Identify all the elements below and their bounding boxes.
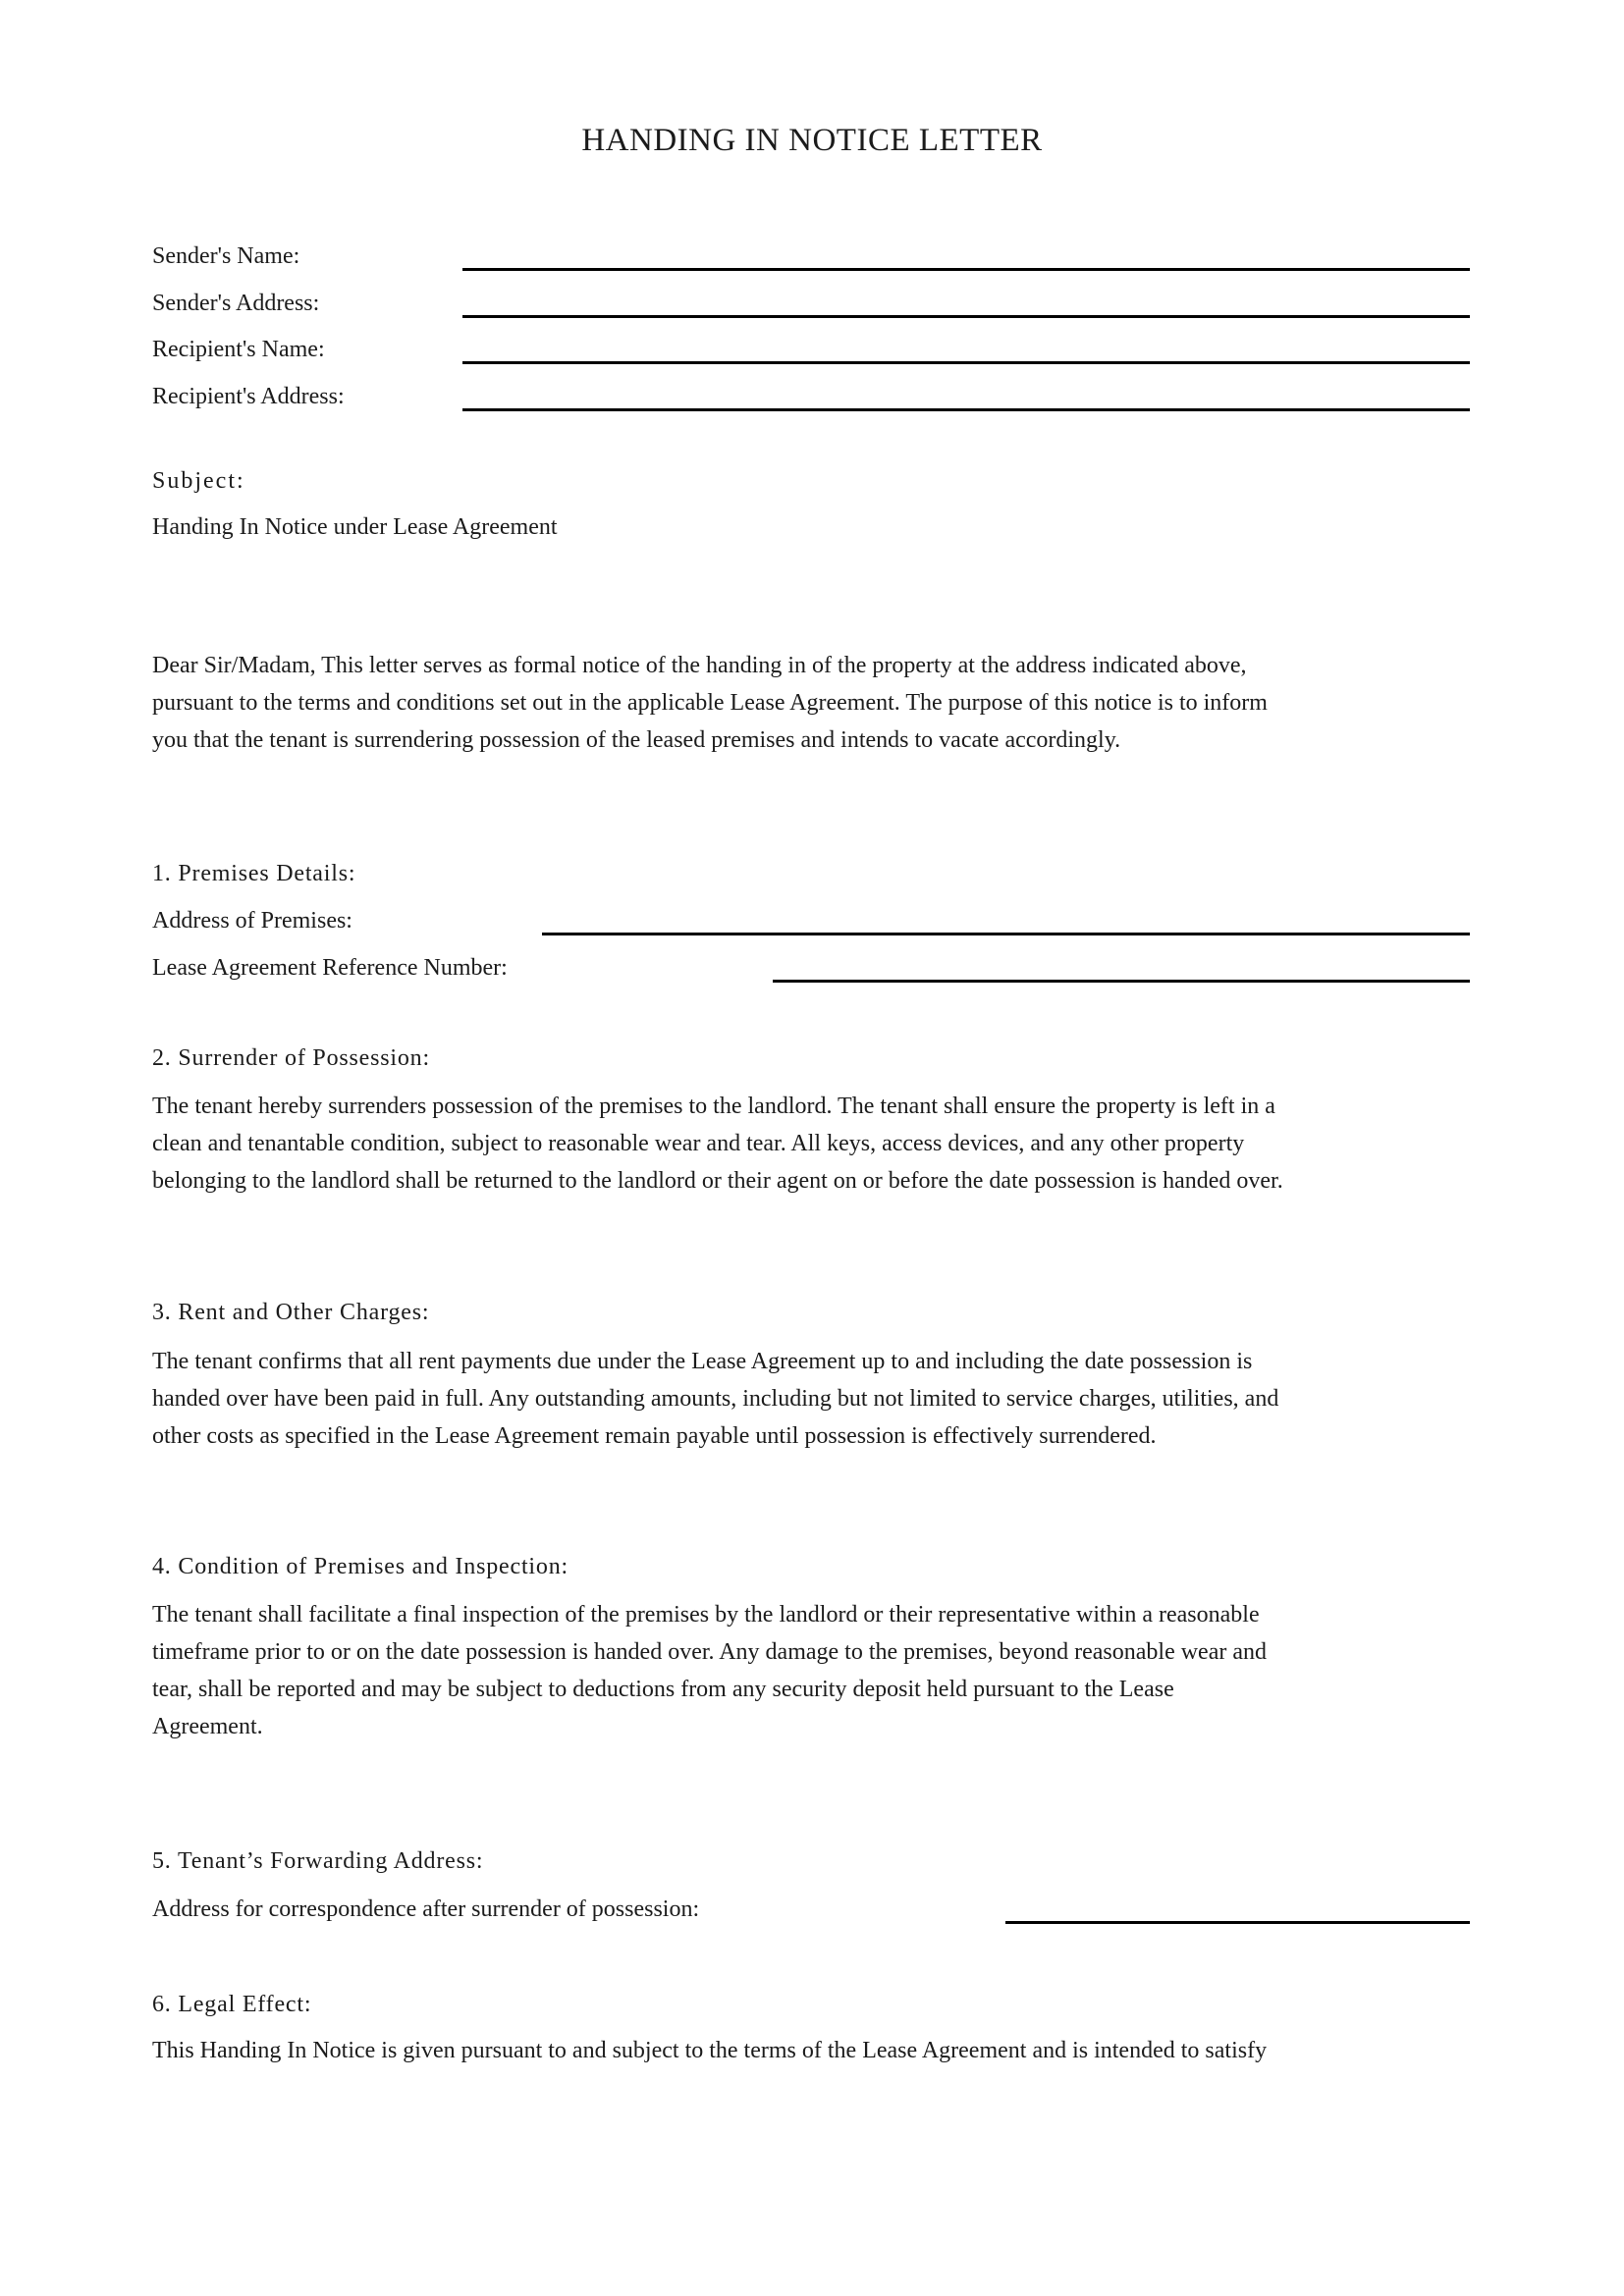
subject-value: Handing In Notice under Lease Agreement (152, 514, 558, 540)
section-1-heading: 1. Premises Details: (152, 861, 356, 886)
intro-paragraph (152, 647, 1268, 759)
text-line: you that the tenant is surrendering possession of the leased premises and intends to vacate accordingly. (152, 727, 1121, 753)
document-title: HANDING IN NOTICE LETTER (581, 123, 1043, 158)
section-6-paragraph (152, 2032, 1267, 2069)
section-2-heading: 2. Surrender of Possession: (152, 1045, 430, 1071)
premises-address-input-line[interactable] (542, 933, 1470, 935)
field-row-recipient-name (152, 319, 1470, 364)
field-row-lease-reference (152, 937, 1470, 983)
sender-address-input-line[interactable] (462, 315, 1470, 318)
field-row-sender-address (152, 273, 1470, 318)
subject-block (152, 458, 558, 551)
text-line: handed over have been paid in full. Any outstanding amounts, including but not limited to service charges, utilities, and (152, 1386, 1279, 1412)
forwarding-address-label: Address for correspondence after surrender of possession: (152, 1896, 700, 1922)
text-line: The tenant shall facilitate a final inspection of the premises by the landlord or their representative within a reasonable (152, 1602, 1260, 1628)
field-row-premises-address (152, 890, 1470, 935)
text-line: other costs as specified in the Lease Agreement remain payable until possession is effectively surrendered. (152, 1423, 1157, 1449)
section-6-heading: 6. Legal Effect: (152, 1992, 312, 2017)
text-line: tear, shall be reported and may be subject to deductions from any security deposit held pursuant to the Lease (152, 1677, 1174, 1702)
recipient-name-label: Recipient's Name: (152, 337, 325, 362)
section-3-heading: 3. Rent and Other Charges: (152, 1300, 430, 1325)
sender-address-label: Sender's Address: (152, 291, 320, 316)
sender-name-input-line[interactable] (462, 268, 1470, 271)
text-line: clean and tenantable condition, subject to reasonable wear and tear. All keys, access devices, and any other property (152, 1131, 1245, 1156)
text-line: The tenant confirms that all rent payments due under the Lease Agreement up to and including the date possession is (152, 1349, 1253, 1374)
lease-reference-input-line[interactable] (773, 980, 1470, 983)
field-row-sender-name (152, 226, 1470, 271)
text-line: belonging to the landlord shall be returned to the landlord or their agent on or before the date possession is handed over. (152, 1168, 1283, 1194)
field-row-forwarding-address (152, 1879, 1470, 1924)
text-line: timeframe prior to or on the date possession is handed over. Any damage to the premises, beyond reasonable wear and (152, 1639, 1268, 1665)
text-line: Dear Sir/Madam, This letter serves as formal notice of the handing in of the property at the address indicated above, (152, 653, 1247, 678)
premises-address-label: Address of Premises: (152, 908, 352, 934)
lease-reference-label: Lease Agreement Reference Number: (152, 955, 508, 981)
subject-label: Subject: (152, 468, 245, 494)
section-4-paragraph (152, 1596, 1267, 1745)
section-5-heading: 5. Tenant’s Forwarding Address: (152, 1848, 484, 1874)
recipient-name-input-line[interactable] (462, 361, 1470, 364)
text-line: The tenant hereby surrenders possession of the premises to the landlord. The tenant shall ensure the property is left in a (152, 1094, 1275, 1119)
section-2-paragraph (152, 1088, 1283, 1200)
forwarding-address-input-line[interactable] (1005, 1921, 1470, 1924)
sender-name-label: Sender's Name: (152, 243, 300, 269)
recipient-address-input-line[interactable] (462, 408, 1470, 411)
section-4-heading: 4. Condition of Premises and Inspection: (152, 1554, 568, 1579)
section-3-paragraph (152, 1343, 1278, 1455)
recipient-address-label: Recipient's Address: (152, 384, 345, 409)
text-line: Agreement. (152, 1714, 263, 1739)
field-row-recipient-address (152, 366, 1470, 411)
text-line: pursuant to the terms and conditions set out in the applicable Lease Agreement. The purpose of this notice is to inform (152, 690, 1268, 716)
text-line: This Handing In Notice is given pursuant to and subject to the terms of the Lease Agreement and is intended to satisfy (152, 2038, 1268, 2063)
